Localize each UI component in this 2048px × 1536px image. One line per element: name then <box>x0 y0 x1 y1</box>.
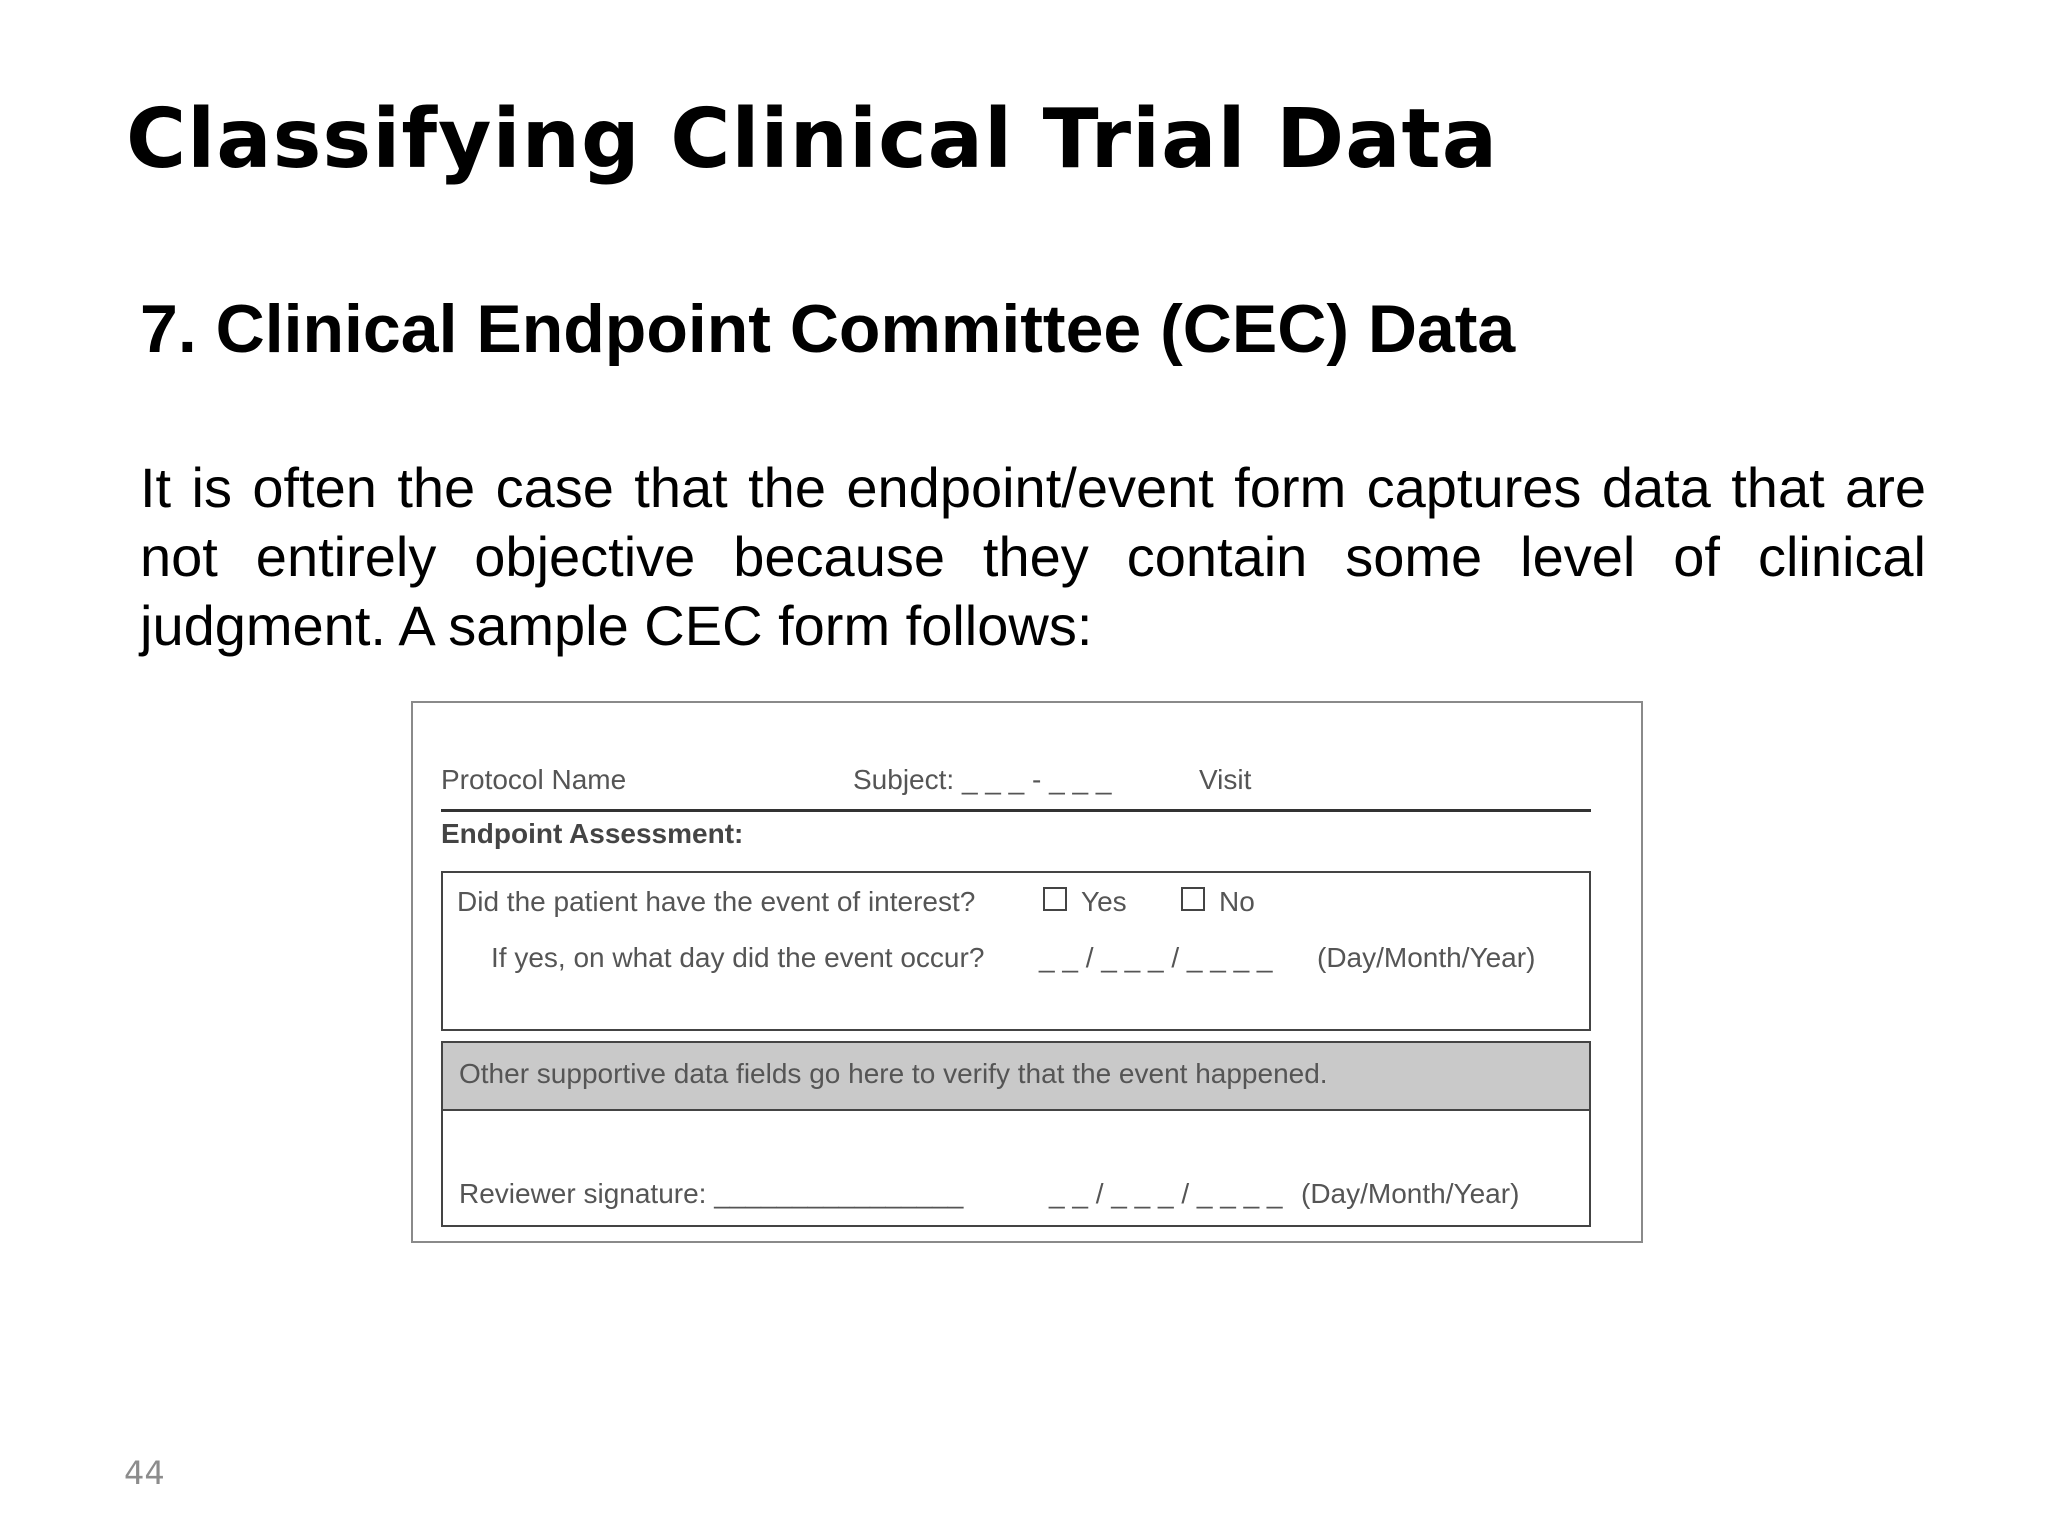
reviewer-signature-label: Reviewer signature: ________________ <box>459 1178 964 1209</box>
event-date-question: If yes, on what day did the event occur? <box>491 942 985 973</box>
event-date-format: (Day/Month/Year) <box>1317 942 1536 973</box>
supportive-data-text: Other supportive data fields go here to verify that the event happened. <box>459 1058 1328 1089</box>
event-question-box <box>441 871 1591 1031</box>
slide-title: Classifying Clinical Trial Data <box>126 92 1499 187</box>
event-date-blank: _ _ / _ _ _ / _ _ _ _ <box>1039 942 1273 973</box>
body-paragraph: It is often the case that the endpoint/event form captures data that are not entirely objective because they contain some level of clinical judgment. A sample CEC form follows: <box>140 456 1926 657</box>
visit-label: Visit <box>1199 764 1252 795</box>
signature-date-format: (Day/Month/Year) <box>1301 1178 1520 1209</box>
section-subtitle: 7. Clinical Endpoint Committee (CEC) Data <box>140 291 1516 367</box>
supportive-data-banner <box>443 1043 1589 1111</box>
page-number: 44 <box>124 1454 165 1492</box>
protocol-name-label: Protocol Name <box>441 764 627 795</box>
no-label: No <box>1219 886 1255 917</box>
subject-label: Subject: _ _ _ - _ _ _ <box>853 764 1112 795</box>
signature-date-blank: _ _ / _ _ _ / _ _ _ _ <box>1049 1178 1283 1209</box>
yes-label: Yes <box>1081 886 1127 917</box>
endpoint-assessment-heading: Endpoint Assessment: <box>441 818 744 849</box>
supportive-data-box <box>441 1041 1591 1227</box>
cec-form-sample <box>411 701 1643 1243</box>
yes-checkbox[interactable] <box>1043 887 1067 911</box>
no-checkbox[interactable] <box>1181 887 1205 911</box>
header-divider <box>441 809 1591 812</box>
event-question-label: Did the patient have the event of interest? <box>457 886 976 917</box>
